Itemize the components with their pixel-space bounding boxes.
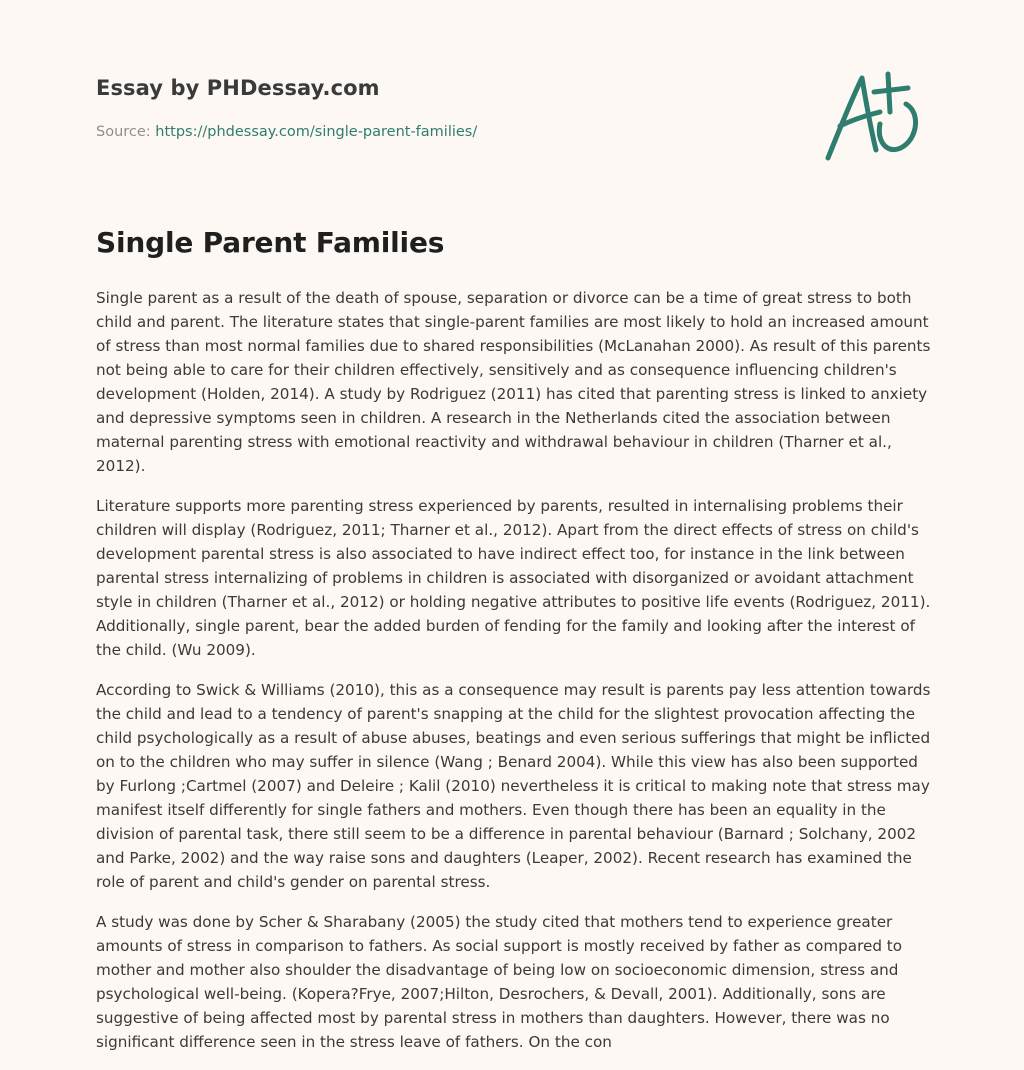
paragraph: Literature supports more parenting stress experienced by parents, resulted in internalising problems their children will display (Rodriguez, 2011; Tharner et al., 2012). Apart from the direct effects of stress on child's development parental stress is also associated to have indirect effect too, for instance in the link between parental stress internalizing of problems in children is associated with disorganized or avoidant attachment style in children (Tharner et al., 2012) or holding negative attributes to positive life events (Rodriguez, 2011). Additionally, single parent, bear the added burden of fending for the family and looking after the interest of the child. (Wu 2009). (96, 497, 931, 659)
a-plus-grade-icon (822, 68, 928, 164)
paragraph: Single parent as a result of the death of spouse, separation or divorce can be a time of great stress to both child and parent. The literature states that single-parent families are most likely to hold an increased amount of stress than most normal families due to shared responsibilities (McLanahan 2000). As result of this parents not being able to care for their children effectively, sensitively and as consequence influencing children's development (Holden, 2014). A study by Rodriguez (2011) has cited that parenting stress is linked to anxiety and depressive symptoms seen in children. A research in the Netherlands cited the association between maternal parenting stress with emotional reactivity and withdrawal behaviour in children (Tharner et al., 2012). (96, 289, 931, 475)
paragraph: A study was done by Scher & Sharabany (2005) the study cited that mothers tend to experience greater amounts of stress in comparison to fathers. As social support is mostly received by father as compared to mother and mother also shoulder the disadvantage of being low on socioeconomic dimension, stress and psychological well-being. (Kopera?Frye, 2007;Hilton, Desrochers, & Devall, 2001). Additionally, sons are suggestive of being affected most by parental stress in mothers than daughters. However, there was no significant difference seen in the stress leave of fathers. On the con (96, 913, 903, 1051)
essay-body (96, 286, 932, 1070)
source-link[interactable]: https://phdessay.com/single-parent-families/ (155, 124, 478, 140)
source-label: Source: (96, 124, 151, 140)
paragraph: According to Swick & Williams (2010), this as a consequence may result is parents pay less attention towards the child and lead to a tendency of parent's snapping at the child for the slightest provocation affecting the child psychologically as a result of abuse abuses, beatings and even serious sufferings that might be inflicted on to the children who may suffer in silence (Wang ; Benard 2004). While this view has also been supported by Furlong ;Cartmel (2007) and Deleire ; Kalil (2010) nevertheless it is critical to making note that stress may manifest itself differently for single fathers and mothers. Even though there has been an equality in the division of parental task, there still seem to be a difference in parental behaviour (Barnard ; Solchany, 2002 and Parke, 2002) and the way raise sons and daughters (Leaper, 2002). Recent research has examined the role of parent and child's gender on parental stress. (96, 681, 931, 891)
site-title: Essay by PHDessay.com (96, 76, 380, 100)
source-line (96, 124, 477, 140)
essay-title: Single Parent Families (96, 226, 445, 259)
